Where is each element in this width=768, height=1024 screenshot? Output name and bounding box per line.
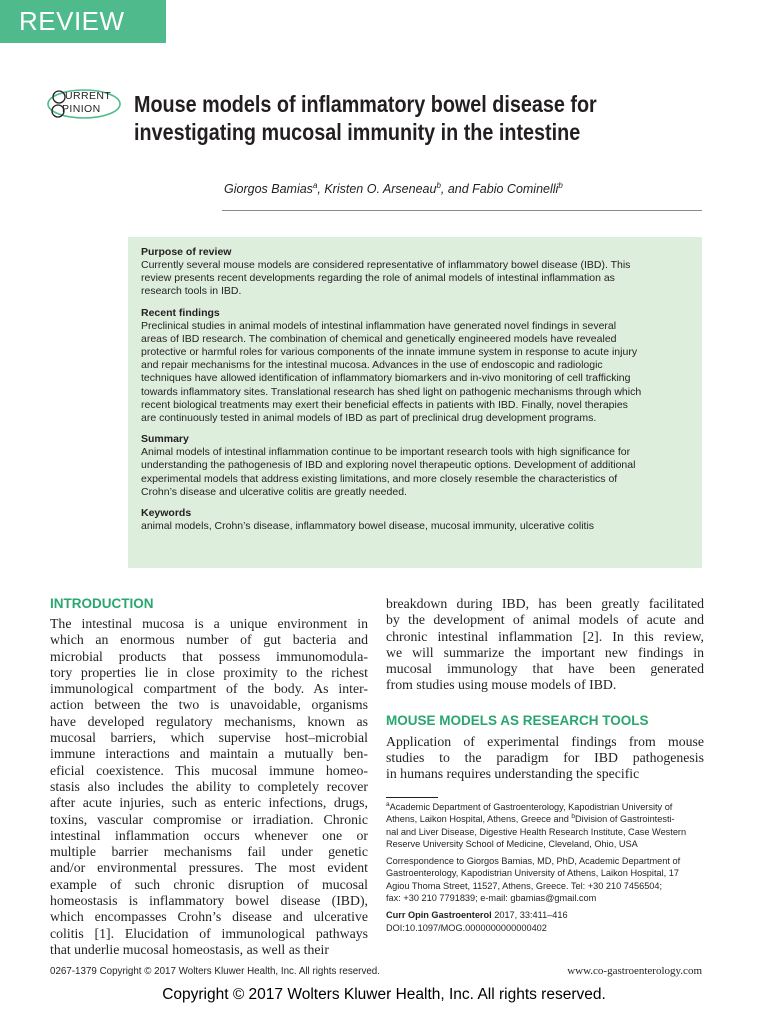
text-line: The intestinal mucosa is a unique environment in (50, 616, 368, 631)
text-line: intestinal inflammation occurs whenever one or (50, 827, 368, 843)
text-line: techniques have allowed identification of inflammatory biomarkers and in-vivo monitoring of cell trafficking (141, 372, 631, 385)
text-line: we will summarize the important new findings in (386, 644, 704, 660)
affiliation-line (386, 801, 704, 813)
text-line: recent biological treatments may exert their beneficial effects in patients with IBD. Finally, novel therapies (141, 398, 628, 411)
abstract-text (141, 446, 690, 499)
abstract-summary (141, 433, 690, 499)
text-line: Crohn’s disease and ulcerative colitis are greatly needed. (141, 485, 407, 498)
affiliation-text: nal and Liver Disease, Digestive Health Research Institute, Case Western (386, 826, 687, 837)
abstract-heading: Recent findings (141, 306, 220, 319)
mouse-models-text (386, 734, 704, 783)
copyright-banner: Copyright © 2017 Wolters Kluwer Health, Inc. All rights reserved. (162, 986, 606, 1003)
text-line: by the development of animal models of acute and (386, 612, 704, 628)
text-line: homeostasis is inflammatory bowel disease (IBD), (50, 893, 368, 909)
abstract-heading: Summary (141, 433, 189, 446)
text-line: from studies using mouse models of IBD. (386, 677, 617, 693)
text-line: are continuously tested in animal models of IBD as part of preclinical drug development programs. (141, 412, 597, 425)
abstract-text (141, 520, 690, 533)
text-line: Application of experimental findings from mouse (386, 733, 704, 749)
footnote-divider (386, 797, 438, 798)
text-line: areas of IBD research. The combination of chemical and genetically engineered models have revealed (141, 332, 617, 345)
text-line: after acute injuries, such as enteric infections, drugs, (50, 795, 368, 811)
affiliation-text: Reserve University School of Medicine, Cleveland, Ohio, USA (386, 838, 638, 849)
text-line: eficial coexistence. This mucosal immune homeo- (50, 762, 368, 778)
text-line: animal models, Crohn’s disease, inflammatory bowel disease, mucosal immunity, ulcerative colitis (141, 520, 595, 533)
affiliation-text: Athens, Laikon Hospital, Athens, Greece and (386, 814, 572, 825)
abstract-purpose (141, 246, 690, 299)
text-line: Gastroenterology, Kapodistrian University of Athens, Laikon Hospital, 17 (386, 868, 679, 879)
text-line: immunological compartment of the body. As inter- (50, 681, 368, 697)
journal-citation (386, 909, 704, 921)
text-line: which an enormous number of gut bacteria and (50, 632, 368, 648)
title-line: investigating mucosal immunity in the intestine (134, 119, 581, 145)
author-separator: , (317, 182, 325, 196)
text-line: mucosal immunology that have been generated (386, 661, 704, 677)
footnotes (386, 801, 704, 934)
text-line: Preclinical studies in animal models of intestinal inflammation have generated novel findings in several (141, 319, 617, 332)
abstract-keywords (141, 507, 690, 533)
text-line: have developed regulatory mechanisms, known as (50, 713, 368, 729)
text-line: understanding the pathogenesis of IBD and exploring novel therapeutic options. Development of additional (141, 459, 636, 472)
section-tab: REVIEW (0, 0, 166, 43)
abstract-heading: Keywords (141, 507, 192, 520)
text-line: immune interactions and maintain a mutually ben- (50, 746, 368, 762)
abstract-text (141, 320, 690, 426)
journal-url[interactable]: www.co-gastroenterology.com (567, 965, 702, 977)
text-line: studies to the paradigm for IBD pathogenesis (386, 750, 704, 766)
abstract-findings (141, 307, 690, 426)
text-line: experimental models that address existing limitations, and more closely resemble the characteristics of (141, 472, 618, 485)
text-line: toxins, vascular compromise or irradiation. Chronic (50, 811, 368, 827)
right-column (386, 596, 704, 783)
text-line: in humans requires understanding the specific (386, 766, 640, 782)
introduction-continued-text (386, 596, 704, 694)
abstract-box (128, 237, 702, 568)
text-line: action between the two is unavoidable, organisms (50, 697, 368, 713)
affiliation-line (386, 826, 704, 838)
text-line: chronic intestinal inflammation [2]. In this review, (386, 628, 704, 644)
text-line: Correspondence to Giorgos Bamias, MD, PhD, Academic Department of (386, 856, 681, 867)
text-line: breakdown during IBD, has been greatly facilitated (386, 596, 704, 611)
section-heading-introduction: INTRODUCTION (50, 596, 154, 611)
author-separator: , and (440, 182, 473, 196)
journal-volume: 2017, 33:411–416 (491, 910, 568, 921)
affiliation-mark: a (386, 800, 390, 808)
text-line: and/or environmental pressures. The most evident (50, 860, 368, 876)
text-line: Agiou Thoma Street, 11527, Athens, Greece. Tel: +30 210 7456504; (386, 880, 663, 891)
text-line: that underlie mucosal homeostasis, as well as their (50, 941, 329, 957)
logo-word-opinion: PINION (62, 103, 101, 115)
text-line: multiple barrier mechanisms fail under genetic (50, 844, 368, 860)
text-line: microbial products that possess immunomodula- (50, 648, 368, 664)
text-line: protective or harmful roles for various components of the innate immune system in response to acute injury (141, 346, 638, 359)
text-line: fax: +30 210 7791839; e-mail: gbamias@gmail.com (386, 893, 597, 904)
journal-name: Curr Opin Gastroenterol (386, 910, 492, 921)
abstract-heading: Purpose of review (141, 246, 232, 258)
text-line: Animal models of intestinal inflammation continue to be important research tools with high significance for (141, 446, 631, 459)
text-line: towards inflammatory sites. Translational research has shed light on pathogenic mechanisms through which (141, 385, 642, 398)
doi: DOI:10.1097/MOG.0000000000000402 (386, 922, 547, 933)
text-line: review presents recent developments regarding the role of animal models of intestinal inflammation as (141, 272, 615, 285)
text-line: Currently several mouse models are considered representative of inflammatory bowel disease (IBD). This (141, 259, 631, 271)
article-title (134, 90, 659, 146)
author-affiliation-mark: b (558, 180, 563, 190)
text-line: mucosal barriers, which supervise host–microbial (50, 730, 368, 746)
author-list (224, 182, 563, 196)
affiliation-mark: b (571, 813, 576, 821)
left-column (50, 596, 368, 958)
affiliation-line (386, 838, 704, 850)
text-line: tory properties lie in close proximity to the richest (50, 664, 368, 680)
text-line: research tools in IBD. (141, 285, 242, 298)
text-line: example of such chronic disruption of mucosal (50, 876, 368, 892)
affiliation-text: Division of Gastrointesti- (575, 814, 675, 825)
affiliation-text: Academic Department of Gastroenterology, Kapodistrian University of (389, 802, 673, 812)
introduction-text (50, 616, 368, 958)
abstract-text (141, 259, 690, 299)
title-line: Mouse models of inflammatory bowel disease for (134, 91, 597, 117)
correspondence (386, 855, 704, 904)
author-affiliation-mark: b (436, 180, 441, 190)
affiliation-line (386, 813, 704, 825)
logo-word-current: URRENT (65, 90, 112, 102)
text-line: and repair mechanisms for the intestinal mucosa. Advances in the use of endoscopic and radiologic (141, 359, 603, 372)
current-opinion-logo (46, 88, 122, 120)
text-line: which encompasses Crohn’s disease and ulcerative (50, 909, 368, 925)
affiliations (386, 801, 704, 850)
author-name: Giorgos Bamias (224, 182, 313, 196)
title-divider (222, 210, 702, 211)
author-name: Kristen O. Arseneau (324, 182, 437, 196)
text-line: stasis also includes the ability to completely recover (50, 778, 368, 794)
author-name: Fabio Cominelli (472, 182, 559, 196)
author-affiliation-mark: a (312, 180, 318, 190)
issn-copyright: 0267-1379 Copyright © 2017 Wolters Kluwer Health, Inc. All rights reserved. (50, 966, 380, 977)
section-heading-mouse-models: MOUSE MODELS AS RESEARCH TOOLS (386, 712, 649, 728)
text-line: colitis [1]. Elucidation of immunological pathways (50, 925, 368, 941)
